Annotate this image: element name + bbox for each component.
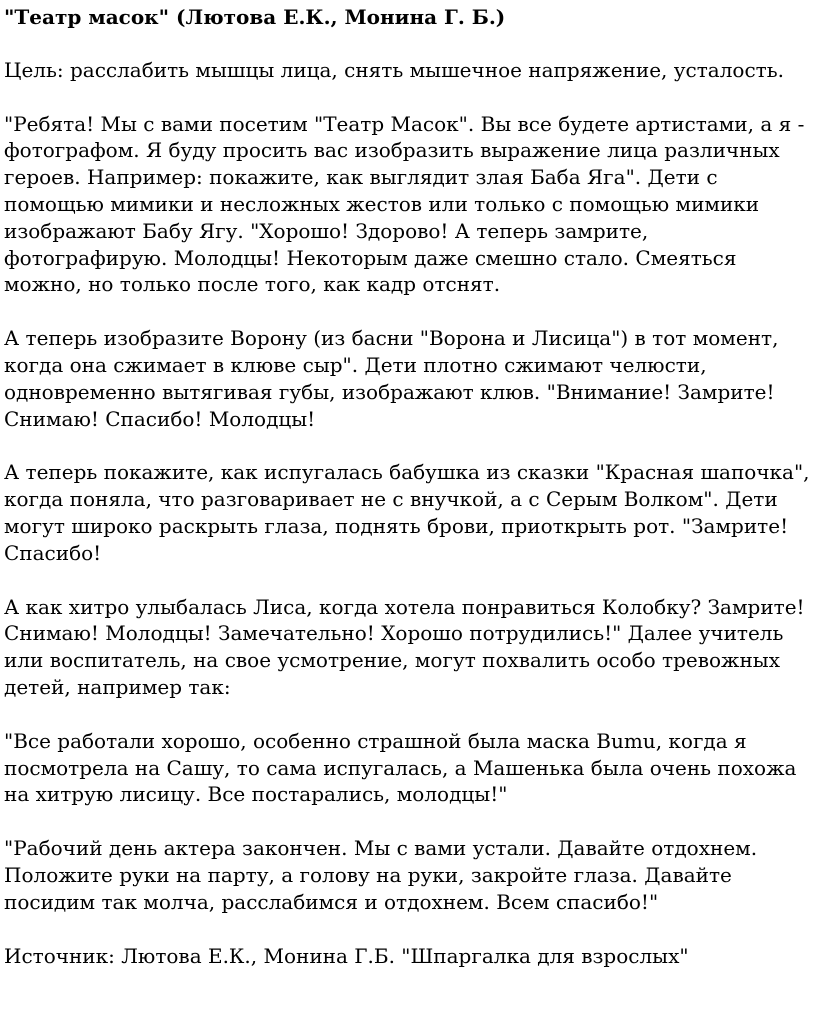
rest-paragraph: "Рабочий день актера закончен. Мы с вами устали. Давайте отдохнем. Положите руки на парту, а голову на руки, закройте глаза. Давайте посидим так молча, расслабимся и отдохнем. Всем спасибо!" [4, 836, 758, 914]
crow-paragraph: А теперь изобразите Ворону (из басни "Ворона и Лисица") в тот момент, когда она сжимает в клюве сыр". Дети плотно сжимают челюсти, одновременно вытягивая губы, изображают клюв. "Внимание! Замрите! Снимаю! Спасибо! Молодцы! [4, 326, 779, 431]
grandmother-paragraph: А теперь покажите, как испугалась бабушка из сказки "Красная шапочка", когда поняла, что разговаривает не с внучкой, а с Серым Волком". Дети могут широко раскрыть глаза, поднять брови, приоткрыть рот. "Замрите! Спасибо! [4, 460, 810, 565]
fox-paragraph: А как хитро улыбалась Лиса, когда хотела понравиться Колобку? Замрите! Снимаю! Молодцы! Замечательно! Хорошо потрудились!" Далее учитель или воспитатель, на свое усмотрение, могут похвалить особо тревожных детей, например так: [4, 594, 805, 699]
baba-yaga-paragraph: "Ребята! Мы с вами посетим "Театр Масок". Вы все будете артистами, а я - фотографом. Я буду просить вас изобразить выражение лица различных героев. Например: покажите, как выглядит злая Баба Яга". Дети с помощью мимики и несложных жестов или только с помощью мимики изображают Бабу Ягу. "Хорошо! Здорово! А теперь замрите, фотографирую. Молодцы! Некоторым даже смешно стало. Смеяться можно, но только после того, как кадр отснят. [4, 111, 805, 297]
praise-paragraph: "Все работали хорошо, особенно страшной была маска Bumu, когда я посмотрела на Сашу, то сама испугалась, а Машенька была очень похожа на хитрую лисицу. Все постарались, молодцы!" [4, 728, 797, 807]
goal-paragraph: Цель: расслабить мышцы лица, снять мышечное напряжение, усталость. [4, 57, 784, 82]
document [4, 4, 812, 969]
document-title: "Театр масок" (Лютова Е.К., Монина Г. Б.) [4, 5, 506, 29]
source-paragraph: Источник: Лютова Е.К., Монина Г.Б. "Шпаргалка для взрослых" [4, 943, 689, 968]
